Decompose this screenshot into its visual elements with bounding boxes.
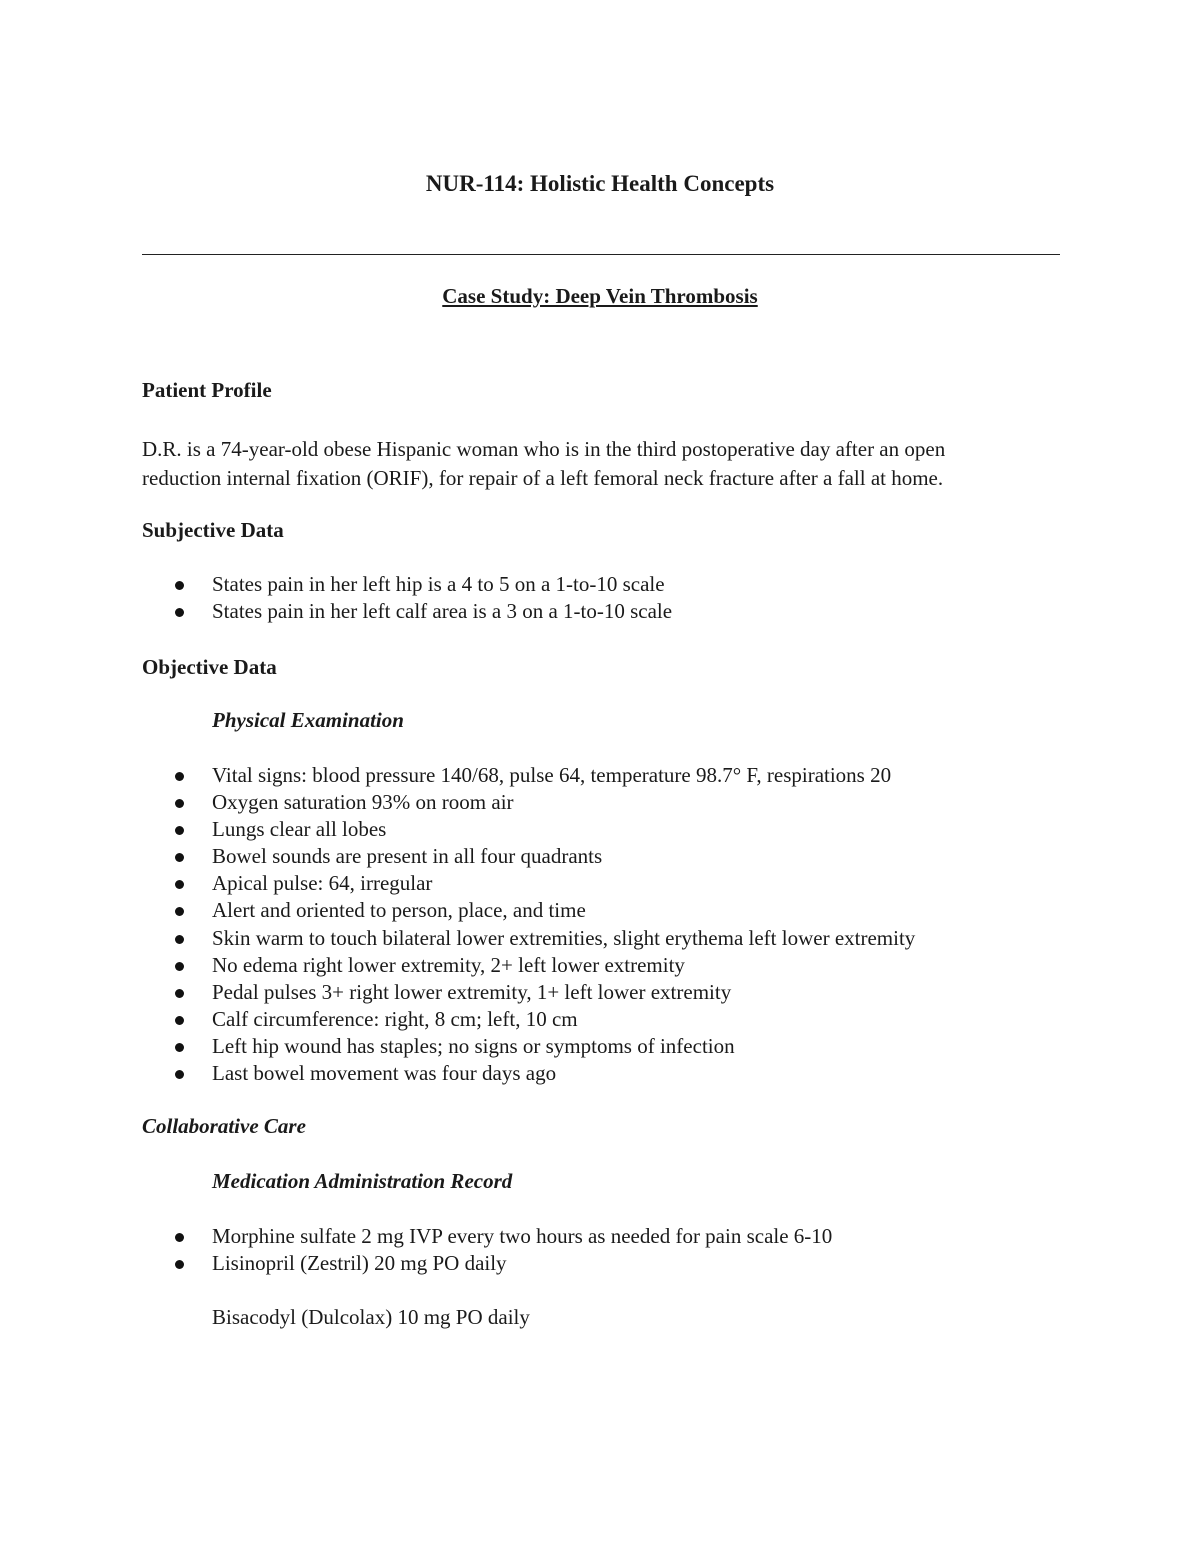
- bullet-icon: [175, 1016, 184, 1025]
- list-item-text: Apical pulse: 64, irregular: [212, 871, 433, 896]
- medication-list: [142, 1223, 1062, 1277]
- list-item: [142, 816, 1062, 843]
- bullet-icon: [175, 907, 184, 916]
- list-item: [142, 1060, 1062, 1087]
- subjective-data-list: [142, 571, 1062, 625]
- course-title: NUR-114: Holistic Health Concepts: [425, 171, 775, 196]
- list-item-text: Last bowel movement was four days ago: [212, 1061, 557, 1086]
- patient-profile-line-2: reduction internal fixation (ORIF), for repair of a left femoral neck fracture after a fall at home.: [142, 466, 944, 490]
- medication-record-subheading: Medication Administration Record: [212, 1169, 513, 1193]
- physical-examination-list: [142, 762, 1062, 1087]
- list-item: [142, 925, 1062, 952]
- list-item: [142, 598, 1062, 625]
- list-item: [142, 789, 1062, 816]
- bullet-icon: [175, 581, 184, 590]
- bullet-icon: [175, 772, 184, 781]
- objective-data-heading: Objective Data: [142, 655, 277, 679]
- list-item: [142, 1006, 1062, 1033]
- list-item-text: Vital signs: blood pressure 140/68, pulse 64, temperature 98.7° F, respirations 20: [212, 763, 892, 787]
- list-item-text: Oxygen saturation 93% on room air: [212, 790, 514, 815]
- bullet-icon: [175, 962, 184, 971]
- case-study-title: Case Study: Deep Vein Thrombosis: [442, 284, 758, 308]
- bullet-icon: [175, 826, 184, 835]
- list-item: [142, 571, 1062, 598]
- medication-extra-line: Bisacodyl (Dulcolax) 10 mg PO daily: [212, 1305, 530, 1329]
- patient-profile-heading: Patient Profile: [142, 378, 272, 402]
- bullet-icon: [175, 935, 184, 944]
- list-item-text: Morphine sulfate 2 mg IVP every two hours as needed for pain scale 6-10: [212, 1224, 833, 1248]
- collaborative-care-heading: Collaborative Care: [142, 1114, 306, 1138]
- bullet-icon: [175, 1260, 184, 1269]
- list-item-text: Pedal pulses 3+ right lower extremity, 1+ left lower extremity: [212, 979, 732, 1004]
- bullet-icon: [175, 989, 184, 998]
- subjective-data-heading: Subjective Data: [142, 518, 284, 542]
- list-item-text: Calf circumference: right, 8 cm; left, 10 cm: [212, 1006, 578, 1031]
- list-item-text: Alert and oriented to person, place, and time: [212, 898, 586, 923]
- list-item: [142, 1223, 1062, 1250]
- list-item: [142, 897, 1062, 924]
- list-item-text: Lisinopril (Zestril) 20 mg PO daily: [212, 1251, 507, 1276]
- list-item-text: Left hip wound has staples; no signs or symptoms of infection: [212, 1033, 735, 1058]
- patient-profile-text: [142, 435, 1062, 493]
- bullet-icon: [175, 1043, 184, 1052]
- list-item: [142, 1033, 1062, 1060]
- list-item-text: No edema right lower extremity, 2+ left lower extremity: [212, 952, 685, 977]
- list-item: [142, 843, 1062, 870]
- bullet-icon: [175, 853, 184, 862]
- list-item: [142, 979, 1062, 1006]
- horizontal-rule: [142, 254, 1060, 255]
- list-item-text: States pain in her left hip is a 4 to 5 on a 1-to-10 scale: [212, 572, 665, 596]
- list-item: [142, 1250, 1062, 1277]
- bullet-icon: [175, 880, 184, 889]
- patient-profile-line-1: D.R. is a 74-year-old obese Hispanic woman who is in the third postoperative day after an open: [142, 437, 946, 461]
- list-item: [142, 870, 1062, 897]
- list-item-text: States pain in her left calf area is a 3 on a 1-to-10 scale: [212, 599, 673, 624]
- list-item-text: Bowel sounds are present in all four quadrants: [212, 844, 603, 869]
- bullet-icon: [175, 608, 184, 617]
- bullet-icon: [175, 1070, 184, 1079]
- physical-examination-subheading: Physical Examination: [212, 708, 404, 732]
- list-item: [142, 762, 1062, 789]
- list-item-text: Skin warm to touch bilateral lower extremities, slight erythema left lower extremity: [212, 925, 916, 950]
- bullet-icon: [175, 799, 184, 808]
- bullet-icon: [175, 1233, 184, 1242]
- list-item: [142, 952, 1062, 979]
- list-item-text: Lungs clear all lobes: [212, 817, 387, 842]
